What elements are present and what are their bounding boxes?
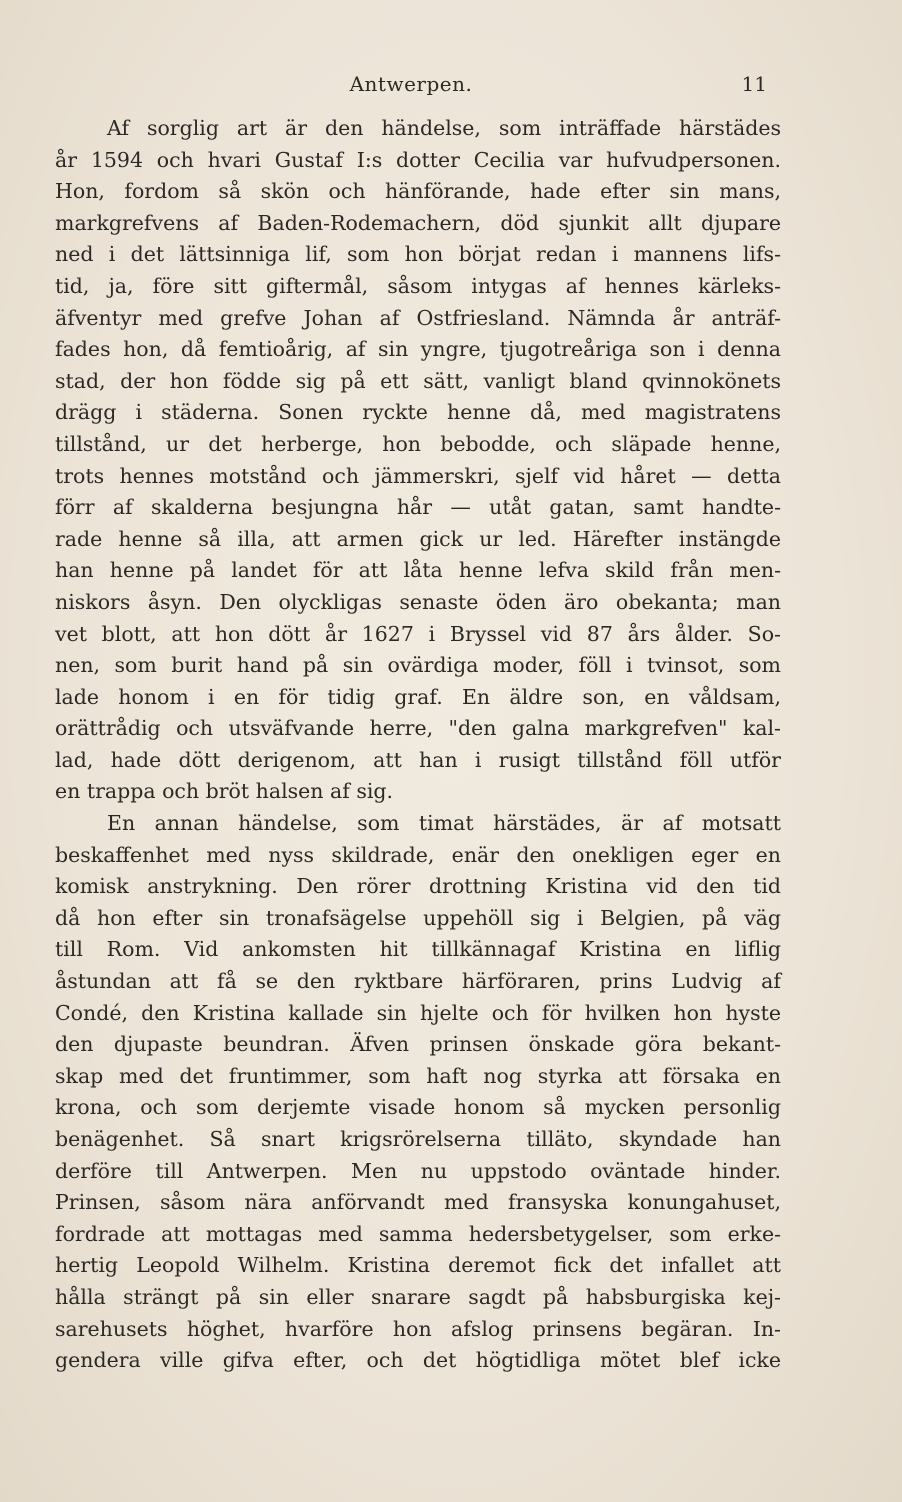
- text-line: komisk anstrykning. Den rörer drottning Kristina vid den tid: [55, 874, 781, 899]
- body-text: [55, 113, 781, 1377]
- text-line: en trappa och bröt halsen af sig.: [55, 779, 394, 804]
- text-line: vet blott, att hon dött år 1627 i Bryssel vid 87 års ålder. So-: [55, 621, 781, 646]
- text-line: då hon efter sin tronafsägelse uppehöll sig i Belgien, på väg: [55, 905, 781, 930]
- text-line: hertig Leopold Wilhelm. Kristina deremot fick det infallet att: [55, 1253, 781, 1278]
- text-line: den djupaste beundran. Äfven prinsen önskade göra bekant-: [55, 1032, 781, 1057]
- text-line: tid, ja, före sitt giftermål, såsom intygas af hennes kärleks-: [55, 273, 781, 298]
- text-line: drägg i städerna. Sonen ryckte henne då, med magistratens: [55, 400, 781, 425]
- text-line: rade henne så illa, att armen gick ur led. Härefter instängde: [55, 526, 781, 551]
- text-line: stad, der hon födde sig på ett sätt, vanligt bland qvinnokönets: [55, 368, 781, 393]
- text-line: år 1594 och hvari Gustaf I:s dotter Cecilia var hufvudpersonen.: [55, 147, 781, 172]
- text-line: fades hon, då femtioårig, af sin yngre, tjugotreåriga son i denna: [55, 337, 781, 362]
- text-line: förr af skalderna besjungna hår — utåt gatan, samt handte-: [55, 495, 781, 520]
- text-line: lade honom i en för tidig graf. En äldre son, en våldsam,: [55, 684, 781, 709]
- text-line: åstundan att få se den ryktbare härföraren, prins Ludvig af: [55, 969, 781, 994]
- text-line: hålla strängt på sin eller snarare sagdt på habsburgiska kej-: [55, 1284, 781, 1309]
- text-line: trots hennes motstånd och jämmerskri, sjelf vid håret — detta: [55, 463, 781, 488]
- text-line: äfventyr med grefve Johan af Ostfriesland. Nämnda år anträf-: [55, 305, 781, 330]
- text-line: lad, hade dött derigenom, att han i rusigt tillstånd föll utför: [55, 747, 781, 772]
- page-header: [55, 70, 767, 100]
- text-line: sarehusets höghet, hvarföre hon afslog prinsens begäran. In-: [55, 1316, 781, 1341]
- text-line: niskors åsyn. Den olyckligas senaste öden äro obekanta; man: [55, 589, 781, 614]
- text-line: Prinsen, såsom nära anförvandt med fransyska konungahuset,: [55, 1190, 781, 1215]
- text-line: ned i det lättsinniga lif, som hon börjat redan i mannens lifs-: [55, 242, 781, 267]
- text-line: En annan händelse, som timat härstädes, är af motsatt: [107, 811, 781, 836]
- text-line: beskaffenhet med nyss skildrade, enär den onekligen eger en: [55, 842, 781, 867]
- text-line: till Rom. Vid ankomsten hit tillkännagaf Kristina en liflig: [55, 937, 781, 962]
- text-line: Hon, fordom så skön och hänförande, hade efter sin mans,: [55, 179, 781, 204]
- text-line: skap med det fruntimmer, som haft nog styrka att försaka en: [55, 1063, 781, 1088]
- text-line: gendera ville gifva efter, och det högtidliga mötet blef icke: [55, 1348, 781, 1373]
- text-line: markgrefvens af Baden-Rodemachern, död sjunkit allt djupare: [55, 210, 781, 235]
- text-line: tillstånd, ur det herberge, hon bebodde, och släpade henne,: [55, 431, 781, 456]
- text-line: Af sorglig art är den händelse, som inträffade härstädes: [107, 116, 781, 140]
- text-line: fordrade att mottagas med samma hedersbetygelser, som erke-: [55, 1221, 781, 1246]
- text-line: nen, som burit hand på sin ovärdiga moder, föll i tvinsot, som: [55, 653, 781, 678]
- text-line: han henne på landet för att låta henne lefva skild från men-: [55, 558, 781, 583]
- text-line: derföre till Antwerpen. Men nu uppstodo oväntade hinder.: [55, 1158, 781, 1183]
- text-line: Condé, den Kristina kallade sin hjelte och för hvilken hon hyste: [55, 1000, 781, 1025]
- text-line: krona, och som derjemte visade honom så mycken personlig: [55, 1095, 781, 1120]
- text-line: orättrådig och utsväfvande herre, "den galna markgrefven" kal-: [55, 716, 781, 741]
- text-line: benägenhet. Så snart krigsrörelserna tilläto, skyndade han: [55, 1127, 781, 1151]
- page-number: 11: [741, 72, 767, 96]
- running-title: Antwerpen.: [349, 72, 473, 96]
